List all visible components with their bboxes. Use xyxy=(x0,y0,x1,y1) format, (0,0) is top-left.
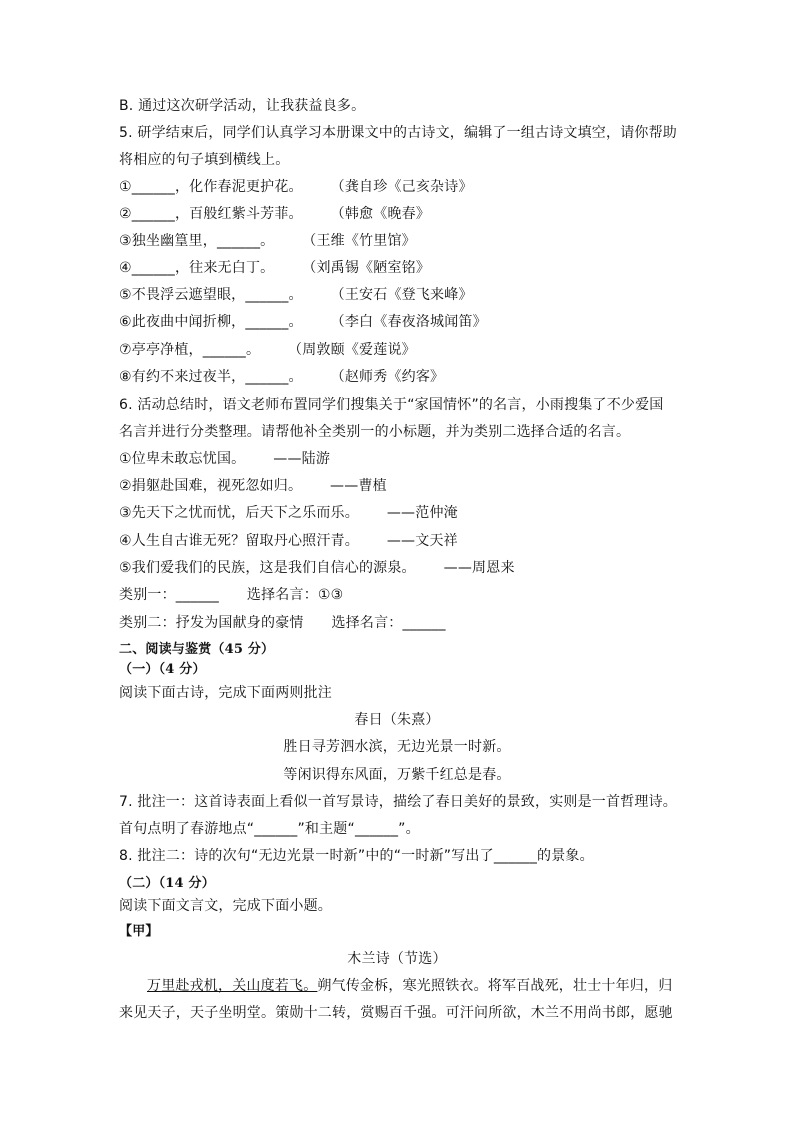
category-1: 类别一：______ 选择名言：①③ xyxy=(119,587,344,603)
passage-jia-label: 【甲】 xyxy=(119,924,159,939)
fill-blank-5: ⑤不畏浮云遮望眼，______。 （王安石《登飞来峰》 xyxy=(119,287,473,303)
section-2-heading: 二、阅读与鉴赏（45 分） xyxy=(119,642,275,657)
poem-line-1: 胜日寻芳泗水滨，无边光景一时新。 xyxy=(283,739,511,755)
fill-blank-8: ⑧有约不来过夜半，______。 （赵师秀《约客》 xyxy=(119,369,445,385)
mulan-title: 木兰诗（节选） xyxy=(347,951,447,967)
question-5-stem: 5. 研学结束后，同学们认真学习本册课文中的古诗文，编辑了一组古诗文填空，请你帮助 xyxy=(119,125,678,141)
part-2-heading: （二）（14 分） xyxy=(119,876,215,891)
part-2-instruction: 阅读下面文言文，完成下面小题。 xyxy=(119,898,332,914)
quote-1: ①位卑未敢忘忧国。 ——陆游 xyxy=(119,451,331,467)
line-b-option: B. 通过这次研学活动，让我获益良多。 xyxy=(119,98,366,114)
question-5-stem-cont: 将相应的句子填到横线上。 xyxy=(119,152,290,168)
part-1-instruction: 阅读下面古诗，完成下面两则批注 xyxy=(119,685,332,701)
fill-blank-4: ④______，往来无白丁。 （刘禹锡《陋室铭》 xyxy=(119,260,431,276)
mulan-line-1 xyxy=(147,976,672,996)
fill-blank-1: ①______，化作春泥更护花。 （龚自珍《己亥杂诗》 xyxy=(119,179,473,195)
note-7: 7. 批注一：这首诗表面上看似一首写景诗，描绘了春日美好的景致，实则是一首哲理诗。 xyxy=(119,794,678,810)
question-6-stem-cont: 名言并进行分类整理。请帮他补全类别一的小标题，并为类别二选择合适的名言。 xyxy=(119,424,631,440)
quote-4: ④人生自古谁无死？留取丹心照汗青。 ——文天祥 xyxy=(119,533,458,549)
fill-blank-3: ③独坐幽篁里，______。 （王维《竹里馆》 xyxy=(119,233,416,249)
fill-blank-6: ⑥此夜曲中闻折柳，______。 （李白《春夜洛城闻笛》 xyxy=(119,314,487,330)
quote-2: ②捐躯赴国难，视死忽如归。 ——曹植 xyxy=(119,478,387,494)
fill-blank-2: ②______，百般红紫斗芳菲。 （韩愈《晚春》 xyxy=(119,206,431,222)
quote-5: ⑤我们爱我们的民族，这是我们自信心的源泉。 ——周恩来 xyxy=(119,560,515,576)
poem-title: 春日（朱熹） xyxy=(354,712,440,728)
note-8: 8. 批注二：诗的次句“无边光景一时新”中的“一时新”写出了______的景象。 xyxy=(119,848,594,864)
fill-blank-7: ⑦亭亭净植，______。 （周敦颐《爱莲说》 xyxy=(119,342,416,358)
mulan-line-1-rest: 朔气传金柝，寒光照铁衣。将军百战死，壮士十年归，归 xyxy=(317,978,673,994)
quote-3: ③先天下之忧而忧，后天下之乐而乐。 ——范仲淹 xyxy=(119,505,458,521)
note-7-cont: 首句点明了春游地点“______”和主题“______”。 xyxy=(119,821,420,837)
mulan-line-2: 来见天子，天子坐明堂。策勋十二转，赏赐百千强。可汗问所欲，木兰不用尚书郎，愿驰 xyxy=(119,1005,673,1021)
underlined-phrase: 万里赴戎机，关山度若飞。 xyxy=(147,978,318,994)
poem-line-2: 等闲识得东风面，万紫千红总是春。 xyxy=(283,767,511,783)
question-6-stem: 6. 活动总结时，语文老师布置同学们搜集关于“家国情怀”的名言，小雨搜集了不少爱国 xyxy=(119,397,664,413)
category-2: 类别二：抒发为国献身的豪情 选择名言：______ xyxy=(119,615,446,631)
part-1-heading: （一）（4 分） xyxy=(119,662,206,677)
